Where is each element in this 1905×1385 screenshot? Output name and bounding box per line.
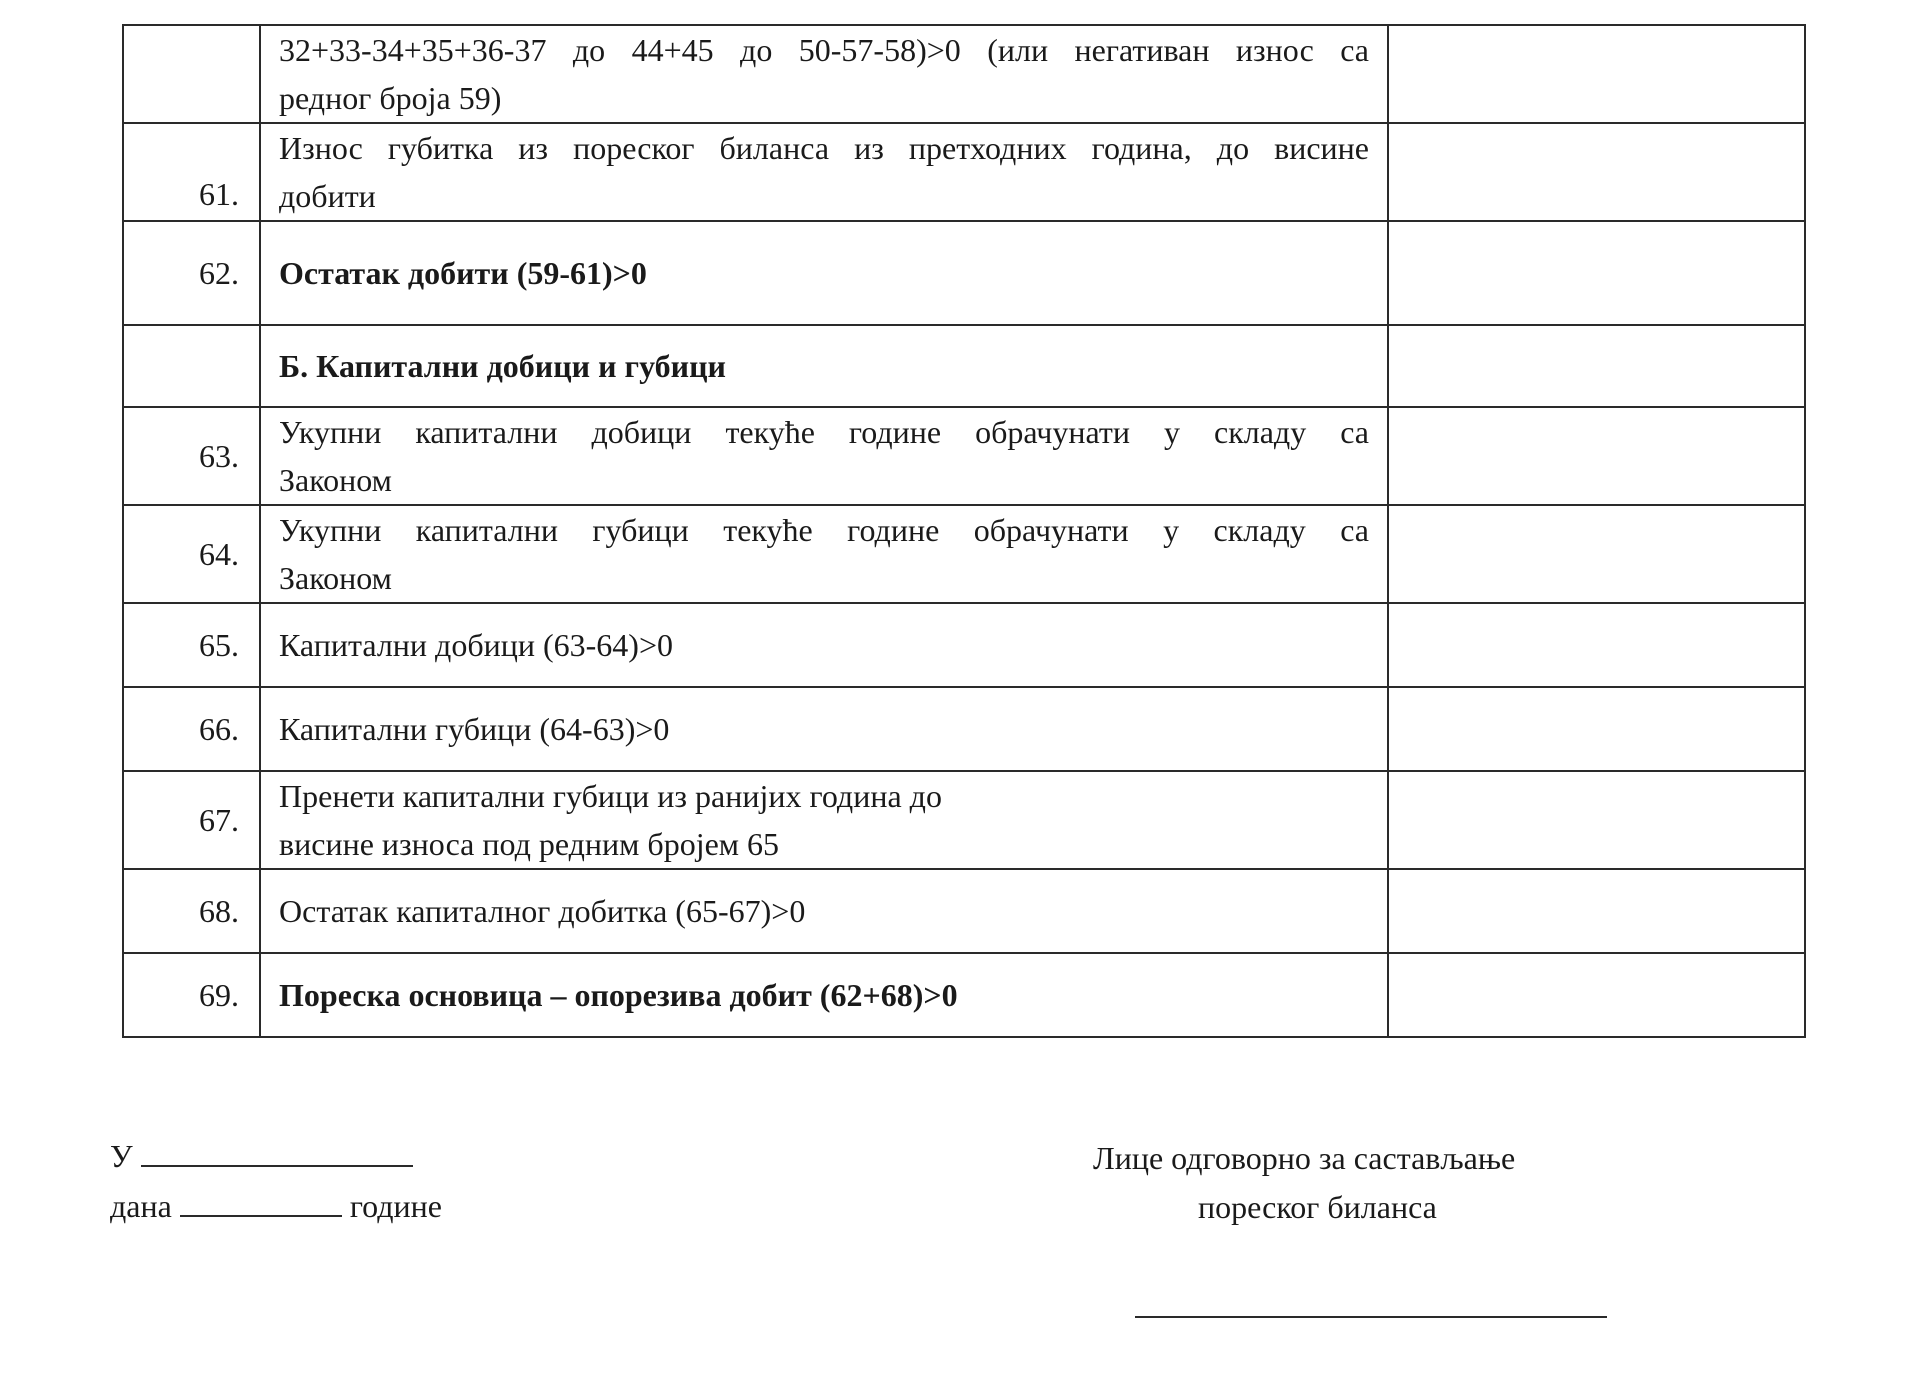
amount-cell[interactable] bbox=[1388, 953, 1805, 1037]
table-row bbox=[123, 953, 1805, 1037]
amount-cell[interactable] bbox=[1388, 25, 1805, 123]
row-number: 65. bbox=[123, 603, 260, 687]
description-line: Остатак добити (59-61)>0 bbox=[279, 255, 647, 291]
amount-cell[interactable] bbox=[1388, 407, 1805, 505]
description-line: Капитални губици (64-63)>0 bbox=[279, 711, 670, 747]
description-line: Б. Капитални добици и губици bbox=[279, 348, 726, 384]
row-number: 63. bbox=[123, 407, 260, 505]
row-description bbox=[260, 869, 1388, 953]
row-number: 69. bbox=[123, 953, 260, 1037]
date-prefix: дана bbox=[110, 1188, 172, 1224]
row-description bbox=[260, 123, 1388, 221]
table-row bbox=[123, 869, 1805, 953]
place-blank[interactable] bbox=[141, 1135, 413, 1167]
row-number: 62. bbox=[123, 221, 260, 325]
responsible-person-line1: Лице одговорно за састављање bbox=[1093, 1140, 1516, 1176]
table-row bbox=[123, 325, 1805, 407]
row-number: 64. bbox=[123, 505, 260, 603]
table-row bbox=[123, 221, 1805, 325]
place-prefix: У bbox=[110, 1138, 133, 1174]
row-description bbox=[260, 603, 1388, 687]
amount-cell[interactable] bbox=[1388, 221, 1805, 325]
row-description bbox=[260, 771, 1388, 869]
amount-cell[interactable] bbox=[1388, 123, 1805, 221]
signature-line[interactable] bbox=[1135, 1316, 1607, 1318]
date-blank[interactable] bbox=[180, 1185, 342, 1217]
description-line: Остатак капиталног добитка (65-67)>0 bbox=[279, 893, 806, 929]
amount-cell[interactable] bbox=[1388, 687, 1805, 771]
row-number bbox=[123, 25, 260, 123]
description-line: Пренети капитални губици из ранијих година до bbox=[279, 778, 942, 814]
description-line: Законом bbox=[279, 560, 392, 596]
row-number bbox=[123, 325, 260, 407]
row-number: 66. bbox=[123, 687, 260, 771]
description-line: Капитални добици (63-64)>0 bbox=[279, 627, 673, 663]
amount-cell[interactable] bbox=[1388, 505, 1805, 603]
description-line: Укупни капитални губици текуће године обрачунати у складу са bbox=[279, 512, 1369, 548]
row-description bbox=[260, 687, 1388, 771]
amount-cell[interactable] bbox=[1388, 603, 1805, 687]
date-suffix: године bbox=[349, 1188, 442, 1224]
table-row bbox=[123, 123, 1805, 221]
row-description bbox=[260, 505, 1388, 603]
description-line: Износ губитка из пореског биланса из претходних година, до висине bbox=[279, 130, 1369, 166]
amount-cell[interactable] bbox=[1388, 771, 1805, 869]
table-row bbox=[123, 603, 1805, 687]
responsible-person-line2: пореског биланса bbox=[1198, 1189, 1437, 1225]
row-number: 61. bbox=[123, 123, 260, 221]
place-line bbox=[110, 1132, 413, 1180]
tax-balance-table bbox=[122, 24, 1806, 1038]
row-description bbox=[260, 221, 1388, 325]
table-row bbox=[123, 407, 1805, 505]
table-row bbox=[123, 687, 1805, 771]
amount-cell[interactable] bbox=[1388, 869, 1805, 953]
table-row bbox=[123, 505, 1805, 603]
description-line: висине износа под редним бројем 65 bbox=[279, 826, 780, 862]
description-line: Пореска основица – опорезива добит (62+68)>0 bbox=[279, 977, 958, 1013]
date-line bbox=[110, 1182, 442, 1230]
description-line: редног броја 59) bbox=[279, 80, 502, 116]
row-number: 68. bbox=[123, 869, 260, 953]
row-number: 67. bbox=[123, 771, 260, 869]
table-row bbox=[123, 771, 1805, 869]
row-description bbox=[260, 953, 1388, 1037]
description-line: Законом bbox=[279, 462, 392, 498]
row-description bbox=[260, 25, 1388, 123]
amount-cell[interactable] bbox=[1388, 325, 1805, 407]
description-line: добити bbox=[279, 178, 376, 214]
table-body bbox=[123, 25, 1805, 1037]
description-line: 32+33-34+35+36-37 до 44+45 до 50-57-58)>0 (или негативан износ са bbox=[279, 32, 1369, 68]
table-row bbox=[123, 25, 1805, 123]
row-description bbox=[260, 325, 1388, 407]
row-description bbox=[260, 407, 1388, 505]
description-line: Укупни капитални добици текуће године обрачунати у складу са bbox=[279, 414, 1369, 450]
